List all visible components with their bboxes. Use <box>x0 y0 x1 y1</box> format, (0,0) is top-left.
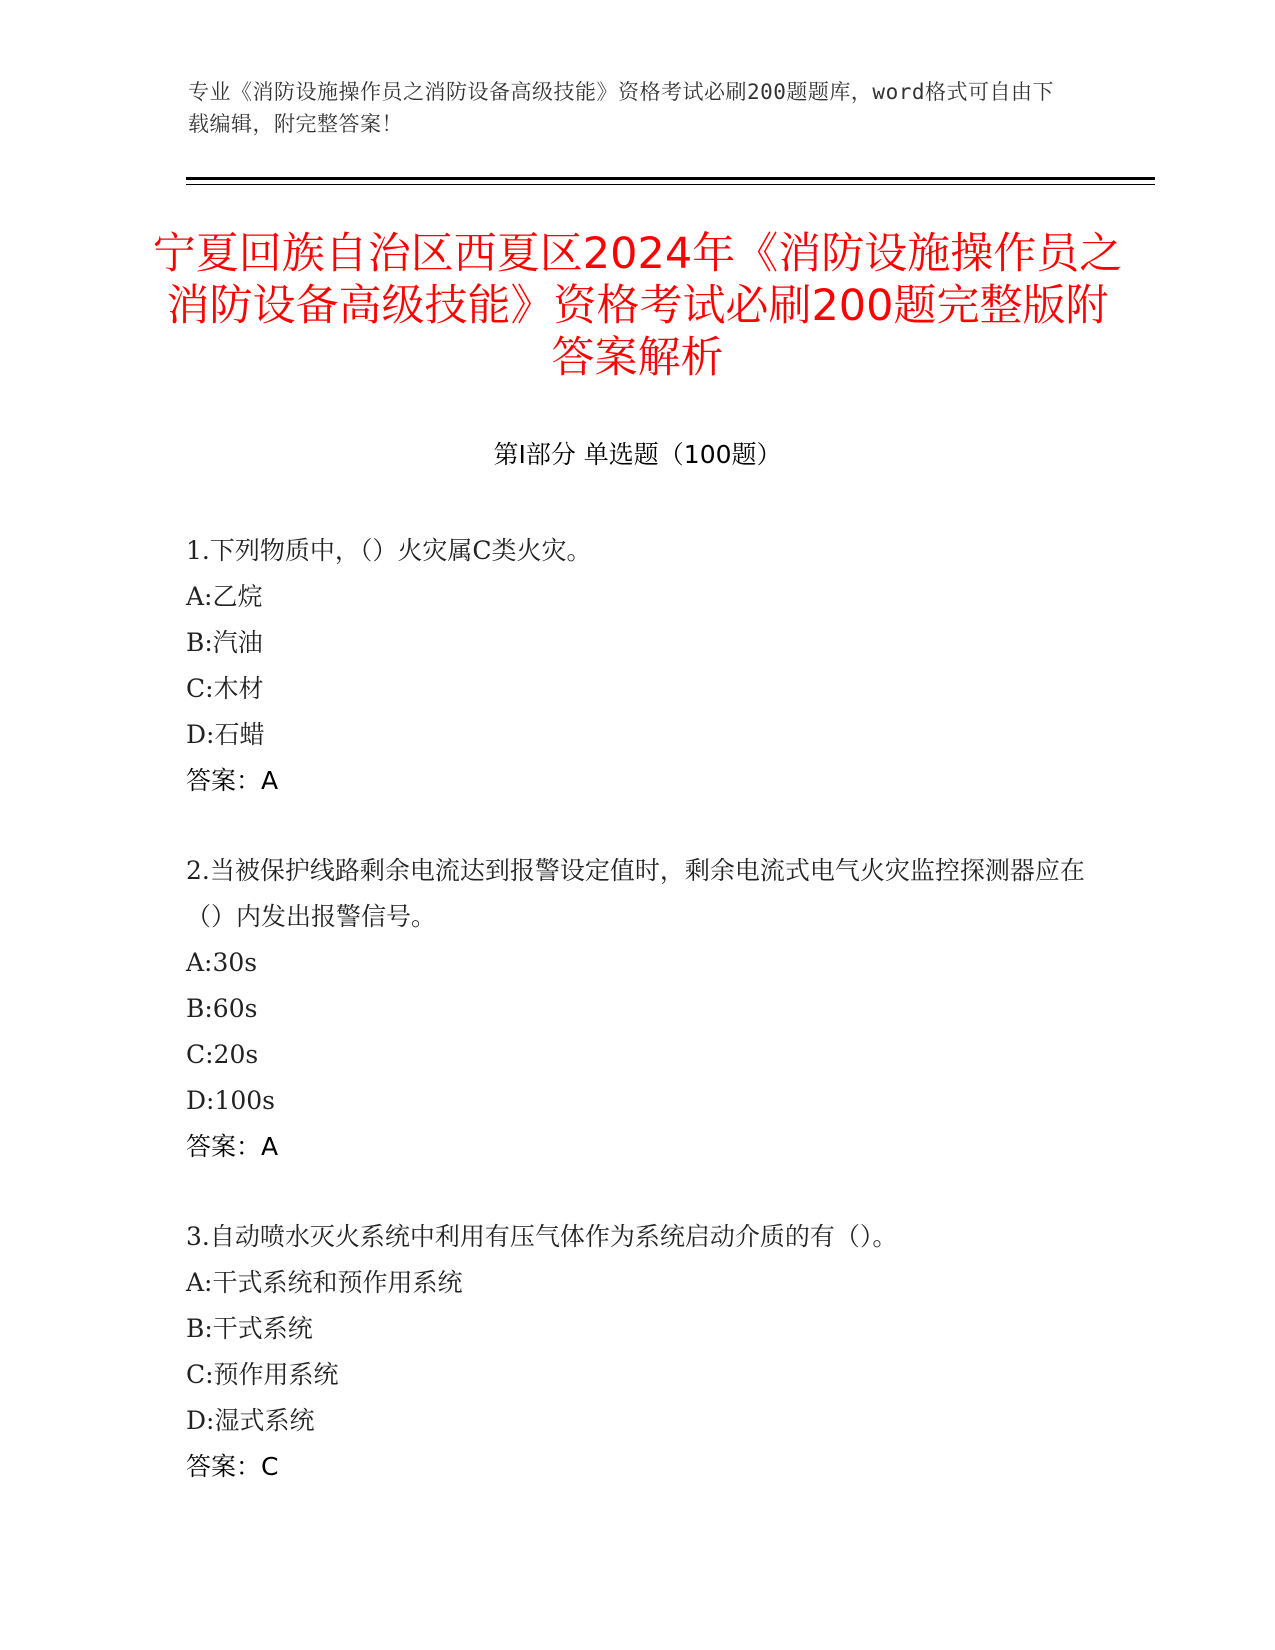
question-list <box>186 528 1086 1534</box>
option-b: B:干式系统 <box>186 1314 313 1343</box>
answer: 答案：A <box>186 766 279 795</box>
option-d: D:湿式系统 <box>186 1406 315 1435</box>
option-d: D:石蜡 <box>186 720 265 749</box>
question-3 <box>186 1214 1086 1490</box>
header-rule-thin <box>186 184 1155 185</box>
option-a: A:乙烷 <box>186 582 263 611</box>
question-2 <box>186 848 1086 1170</box>
question-1 <box>186 528 1086 804</box>
question-stem: 3.自动喷水灭火系统中利用有压气体作为系统启动介质的有（）。 <box>186 1222 898 1251</box>
header-note: 专业《消防设施操作员之消防设备高级技能》资格考试必刷200题题库，word格式可自由下载编辑，附完整答案！ <box>188 80 1054 136</box>
option-b: B:汽油 <box>186 628 263 657</box>
answer: 答案：A <box>186 1132 279 1161</box>
option-c: C:木材 <box>186 674 264 703</box>
section-heading: 第Ⅰ部分 单选题（100题） <box>493 440 782 469</box>
option-c: C:预作用系统 <box>186 1360 339 1389</box>
header-rule-thick <box>186 177 1155 180</box>
question-stem: 2.当被保护线路剩余电流达到报警设定值时，剩余电流式电气火灾监控探测器应在（）内发出报警信号。 <box>186 856 1085 931</box>
option-a: A:干式系统和预作用系统 <box>186 1268 463 1297</box>
option-c: C:20s <box>186 1040 259 1069</box>
option-d: D:100s <box>186 1086 276 1115</box>
option-a: A:30s <box>186 948 258 977</box>
answer: 答案：C <box>186 1452 279 1481</box>
question-stem: 1.下列物质中，（）火灾属C类火灾。 <box>186 536 592 565</box>
document-title: 宁夏回族自治区西夏区2024年《消防设施操作员之消防设备高级技能》资格考试必刷200题完整版附答案解析 <box>152 229 1123 383</box>
option-b: B:60s <box>186 994 258 1023</box>
